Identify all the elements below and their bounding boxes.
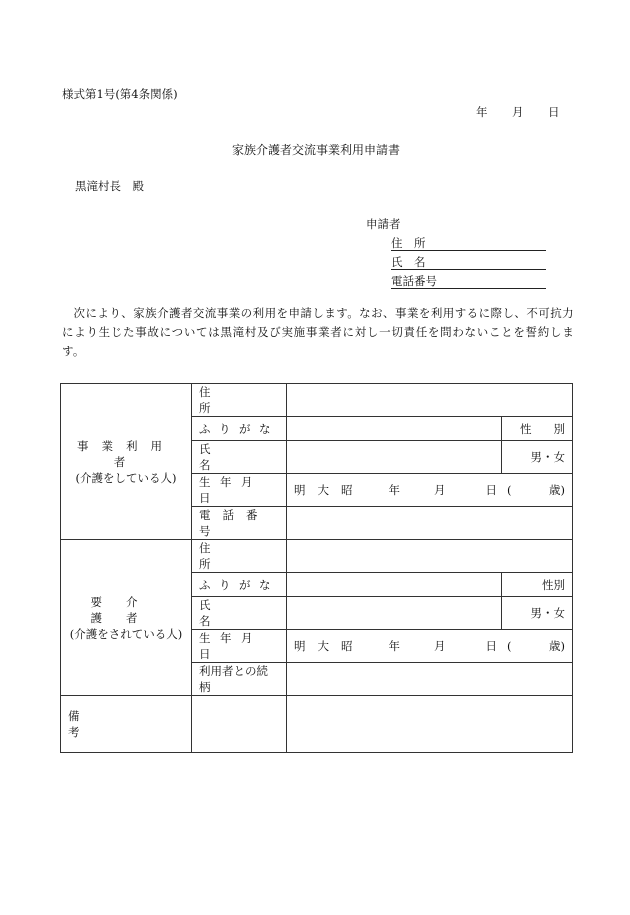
care-section-title <box>68 594 184 626</box>
age-open: ( <box>507 639 512 653</box>
form-number: 様式第1号(第4条関係) <box>62 87 178 101</box>
care-furigana-label: ふりがな <box>192 573 287 597</box>
addressee: 黒滝村長 殿 <box>75 179 144 193</box>
applicant-label: 申請者 <box>366 217 401 231</box>
dob-month-label: 月 <box>434 639 446 653</box>
user-gender-select[interactable]: 男・女 <box>502 441 573 474</box>
dob-day-label: 日 <box>485 483 497 497</box>
care-name-label: 氏名 <box>192 597 287 630</box>
age-close: 歳) <box>549 483 565 497</box>
date-day-label: 日 <box>548 105 560 119</box>
dob-year-label: 年 <box>388 639 400 653</box>
remarks-input[interactable] <box>287 696 573 753</box>
era-meiji[interactable]: 明 <box>294 483 306 497</box>
care-dob-label: 生年月日 <box>192 630 287 663</box>
user-address-input[interactable] <box>287 384 573 417</box>
remarks-header: 備考 <box>61 696 192 753</box>
applicant-name-field[interactable] <box>391 254 546 270</box>
applicant-phone-label: 電話番号 <box>391 274 437 288</box>
era-taisho[interactable]: 大 <box>317 483 329 497</box>
user-phone-label: 電話番号 <box>192 507 287 540</box>
user-section-subtitle: (介護をしている人) <box>75 470 177 485</box>
user-name-label: 氏名 <box>192 441 287 474</box>
user-section-header <box>61 384 192 540</box>
user-address-label: 住所 <box>192 384 287 417</box>
user-gender-header: 性別 <box>502 417 573 441</box>
dob-day-label: 日 <box>485 639 497 653</box>
user-section-title <box>68 438 184 470</box>
care-title-text: 要介護者 <box>90 594 162 625</box>
care-name-input[interactable] <box>287 597 502 630</box>
care-gender-select[interactable]: 男・女 <box>502 597 573 630</box>
user-dob-input[interactable] <box>287 474 573 507</box>
applicant-address-label: 住 所 <box>391 236 426 250</box>
user-dob-label: 生年月日 <box>192 474 287 507</box>
era-showa[interactable]: 昭 <box>341 639 353 653</box>
care-address-input[interactable] <box>287 540 573 573</box>
user-phone-input[interactable] <box>287 507 573 540</box>
application-form-table <box>60 383 587 753</box>
care-address-label: 住所 <box>192 540 287 573</box>
care-gender-header: 性別 <box>502 573 573 597</box>
age-close: 歳) <box>549 639 565 653</box>
era-meiji[interactable]: 明 <box>294 639 306 653</box>
care-relation-label: 利用者との続柄 <box>192 663 287 696</box>
era-showa[interactable]: 昭 <box>341 483 353 497</box>
applicant-name-label: 氏 名 <box>391 255 426 269</box>
care-section-header <box>61 540 192 696</box>
care-dob-input[interactable] <box>287 630 573 663</box>
care-furigana-input[interactable] <box>287 573 502 597</box>
declaration-text: 次により、家族介護者交流事業の利用を申請します。なお、事業を利用するに際し、不可抗力により生じた事故については黒滝村及び実施事業者に対し一切責任を問わないことを誓約します。 <box>62 306 574 358</box>
applicant-address-field[interactable] <box>391 235 546 251</box>
era-taisho[interactable]: 大 <box>317 639 329 653</box>
applicant-phone-field[interactable] <box>391 273 546 289</box>
remarks-middle-cell[interactable] <box>192 696 287 753</box>
date-year-label: 年 <box>476 105 488 119</box>
user-title-text: 事業利用者 <box>77 438 175 469</box>
dob-month-label: 月 <box>434 483 446 497</box>
date-month-label: 月 <box>512 105 524 119</box>
user-furigana-label: ふりがな <box>192 417 287 441</box>
document-title: 家族介護者交流事業利用申請書 <box>232 143 401 157</box>
user-name-input[interactable] <box>287 441 502 474</box>
dob-year-label: 年 <box>388 483 400 497</box>
care-section-subtitle: (介護をされている人) <box>69 626 183 641</box>
age-open: ( <box>507 483 512 497</box>
user-furigana-input[interactable] <box>287 417 502 441</box>
care-relation-input[interactable] <box>287 663 573 696</box>
